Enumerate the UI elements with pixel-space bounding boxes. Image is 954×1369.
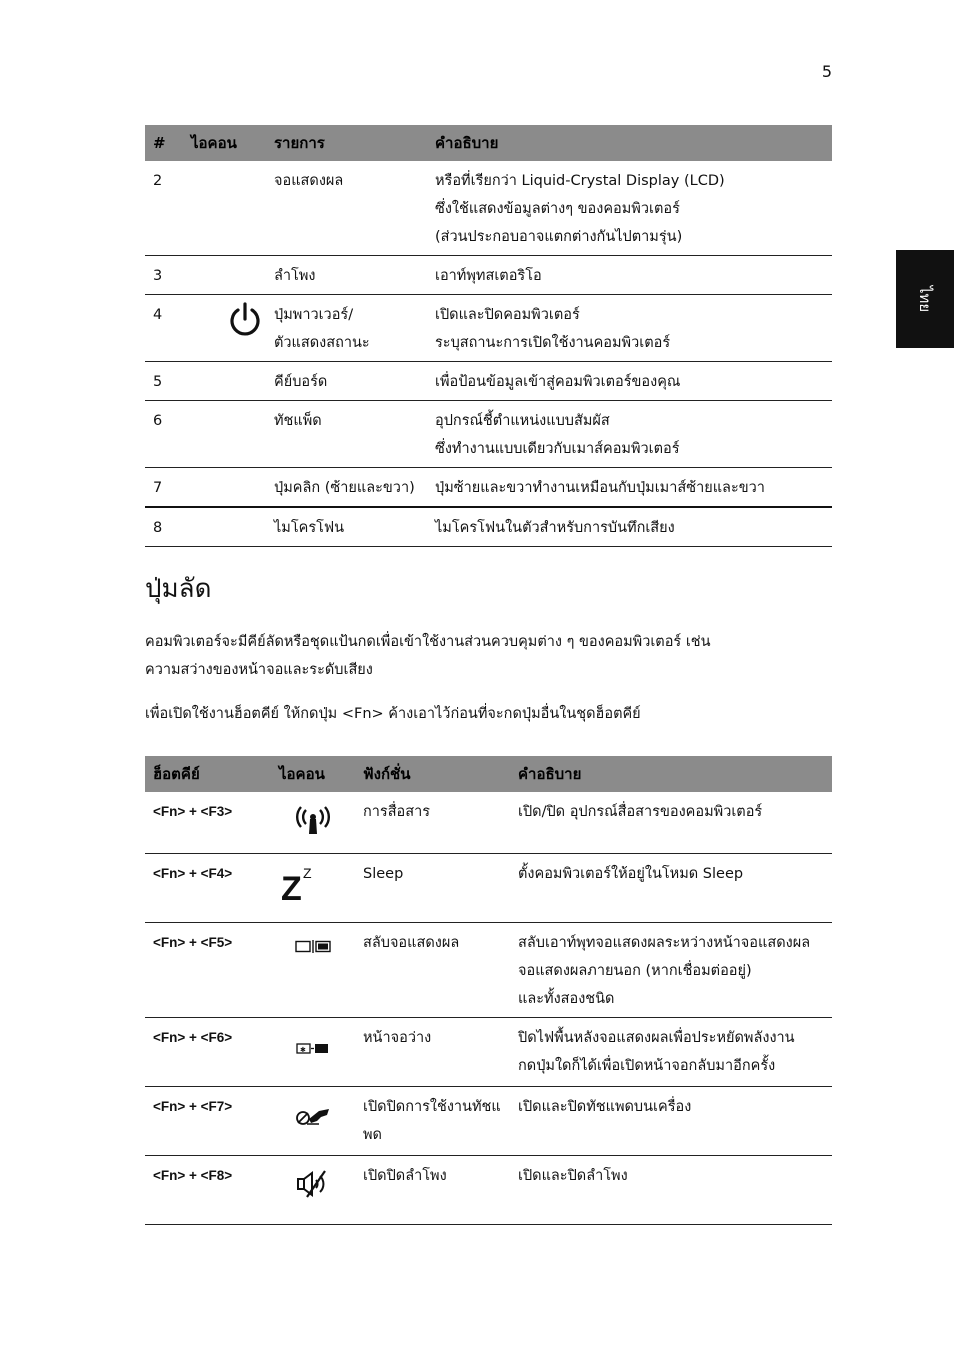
item-line: ปุ่มพาวเวอร์/ <box>274 307 354 323</box>
function-line: พด <box>363 1126 382 1143</box>
description-line: เอาท์พุทสเตอริโอ <box>435 268 542 284</box>
description-line: ตั้งคอมพิวเตอร์ให้อยู่ในโหมด Sleep <box>518 865 744 882</box>
description-line: สลับเอาท์พุทจอแสดงผลระหว่างหน้าจอแสดงผล <box>518 934 811 951</box>
row-number: 7 <box>145 468 183 508</box>
row-item <box>266 507 427 547</box>
table-row <box>145 256 832 295</box>
header-function: ฟังก์ชั่น <box>355 756 510 792</box>
row-description <box>510 1155 832 1224</box>
description-line: กดปุ่มใดก็ได้เพื่อเปิดหน้าจอกลับมาอีกครั้ง <box>518 1057 776 1074</box>
row-icon <box>271 853 355 922</box>
components-table <box>145 125 832 547</box>
description-line: ระบุสถานะการเปิดใช้งานคอมพิวเตอร์ <box>435 335 671 351</box>
display-toggle-icon <box>293 939 333 955</box>
page-number: 5 <box>821 62 832 81</box>
hotkey-combo: <Fn> + <F3> <box>145 792 271 853</box>
description-line: เพื่อป้อนข้อมูลเข้าสู่คอมพิวเตอร์ของคุณ <box>435 374 681 390</box>
table-row <box>145 161 832 256</box>
row-description <box>427 295 832 362</box>
table-row <box>145 295 832 362</box>
table-row <box>145 401 832 468</box>
intro-paragraph <box>145 628 835 684</box>
row-item <box>266 362 427 401</box>
description-line: ซึ่งทำงานแบบเดียวกับเมาส์คอมพิวเตอร์ <box>435 441 680 457</box>
row-icon <box>271 792 355 853</box>
hotkey-table <box>145 756 832 1225</box>
function-line: Sleep <box>363 865 404 882</box>
row-icon <box>271 1017 355 1086</box>
function-name <box>355 853 510 922</box>
row-icon <box>271 922 355 1017</box>
description-line: อุปกรณ์ชี้ตำแหน่งแบบสัมผัส <box>435 413 610 429</box>
row-icon <box>183 362 266 401</box>
row-number: 6 <box>145 401 183 468</box>
hotkey-combo: <Fn> + <F4> <box>145 853 271 922</box>
row-description <box>510 922 832 1017</box>
table-row <box>145 362 832 401</box>
description-line: เปิดและปิดลำโพง <box>518 1167 628 1184</box>
description-line: เปิด/ปิด อุปกรณ์สื่อสารของคอมพิวเตอร์ <box>518 804 763 820</box>
hotkey-combo: <Fn> + <F5> <box>145 922 271 1017</box>
svg-text:Z: Z <box>281 869 302 904</box>
description-line: ซึ่งใช้แสดงข้อมูลต่างๆ ของคอมพิวเตอร์ <box>435 201 680 217</box>
table-row <box>145 792 832 853</box>
hotkey-combo: <Fn> + <F7> <box>145 1086 271 1155</box>
header-description: คำอธิบาย <box>427 125 832 161</box>
description-line: จอแสดงผลภายนอก (หากเชื่อมต่ออยู่) <box>518 962 752 979</box>
row-description <box>427 401 832 468</box>
description-line: ปิดไฟพื้นหลังจอแสดงผลเพื่อประหยัดพลังงาน <box>518 1029 795 1046</box>
table-row <box>145 507 832 547</box>
row-description <box>510 1086 832 1155</box>
description-line: ไมโครโฟนในตัวสำหรับการบันทึกเสียง <box>435 520 675 536</box>
speaker-mute-icon <box>293 1168 333 1200</box>
components-table-header <box>145 125 832 161</box>
intro-line: ความสว่างของหน้าจอและระดับเสียง <box>145 662 373 678</box>
header-icon: ไอคอน <box>183 125 266 161</box>
function-name <box>355 792 510 853</box>
row-icon <box>271 1086 355 1155</box>
row-item <box>266 161 427 256</box>
row-item <box>266 401 427 468</box>
power-icon <box>227 301 263 339</box>
wireless-icon <box>293 806 333 836</box>
row-number: 2 <box>145 161 183 256</box>
row-description <box>510 792 832 853</box>
screen-blank-icon <box>293 1042 333 1056</box>
row-description <box>510 1017 832 1086</box>
hotkey-combo: <Fn> + <F8> <box>145 1155 271 1224</box>
sleep-icon <box>281 864 315 904</box>
function-line: หน้าจอว่าง <box>363 1029 432 1046</box>
item-line: ทัชแพ็ด <box>274 413 322 429</box>
touchpad-toggle-icon <box>293 1103 333 1127</box>
function-name <box>355 1155 510 1224</box>
item-line: คีย์บอร์ด <box>274 374 328 390</box>
table-row <box>145 1155 832 1224</box>
row-item <box>266 295 427 362</box>
item-line: ลำโพง <box>274 268 316 284</box>
description-line: และทั้งสองชนิด <box>518 990 615 1007</box>
row-number: 5 <box>145 362 183 401</box>
row-icon <box>183 507 266 547</box>
description-line: เปิดและปิดคอมพิวเตอร์ <box>435 307 580 323</box>
row-icon <box>183 256 266 295</box>
row-number: 4 <box>145 295 183 362</box>
table-row <box>145 1017 832 1086</box>
header-description: คำอธิบาย <box>510 756 832 792</box>
function-line: สลับจอแสดงผล <box>363 934 460 951</box>
header-num: # <box>145 125 183 161</box>
header-item: รายการ <box>266 125 427 161</box>
row-item <box>266 468 427 508</box>
row-number: 8 <box>145 507 183 547</box>
item-line: ปุ่มคลิก (ซ้ายและขวา) <box>274 480 415 496</box>
description-line: เปิดและปิดทัชแพดบนเครื่อง <box>518 1098 692 1115</box>
function-line: เปิดปิดการใช้งานทัชแ <box>363 1098 501 1115</box>
header-hotkey: ฮ็อตคีย์ <box>145 756 271 792</box>
instruction-paragraph: เพื่อเปิดใช้งานฮ็อตคีย์ ให้กดปุ่ม <Fn> ค้างเอาไว้ก่อนที่จะกดปุ่มอื่นในชุดฮ็อตคีย์ <box>145 706 641 722</box>
row-description <box>427 362 832 401</box>
row-icon <box>183 401 266 468</box>
table-row <box>145 922 832 1017</box>
row-description <box>427 256 832 295</box>
svg-text:✱: ✱ <box>300 1045 306 1054</box>
row-icon <box>271 1155 355 1224</box>
table-row <box>145 1086 832 1155</box>
language-tab-label: ไทย <box>915 285 934 313</box>
row-description <box>427 161 832 256</box>
description-line: หรือที่เรียกว่า Liquid-Crystal Display (LCD) <box>435 173 725 189</box>
header-icon: ไอคอน <box>271 756 355 792</box>
intro-line: คอมพิวเตอร์จะมีคีย์ลัดหรือชุดแป้นกดเพื่อเข้าใช้งานส่วนควบคุมต่าง ๆ ของคอมพิวเตอร์ เช่น <box>145 634 711 650</box>
row-number: 3 <box>145 256 183 295</box>
function-name <box>355 1086 510 1155</box>
row-item <box>266 256 427 295</box>
item-line: จอแสดงผล <box>274 173 344 189</box>
row-icon <box>183 161 266 256</box>
row-description <box>427 507 832 547</box>
row-description <box>427 468 832 508</box>
function-line: เปิดปิดลำโพง <box>363 1167 447 1184</box>
function-line: การสื่อสาร <box>363 804 431 820</box>
table-row <box>145 853 832 922</box>
function-name <box>355 1017 510 1086</box>
item-line: ไมโครโฟน <box>274 520 345 536</box>
language-tab <box>896 250 954 348</box>
row-icon <box>183 295 266 362</box>
row-icon <box>183 468 266 508</box>
row-description <box>510 853 832 922</box>
table-row <box>145 468 832 508</box>
section-heading: ปุ่มลัด <box>145 574 212 604</box>
description-line: ปุ่มซ้ายและขวาทำงานเหมือนกับปุ่มเมาส์ซ้ายและขวา <box>435 480 765 496</box>
hotkey-combo: <Fn> + <F6> <box>145 1017 271 1086</box>
svg-text:Z: Z <box>303 864 312 881</box>
description-line: (ส่วนประกอบอาจแตกต่างกันไปตามรุ่น) <box>435 229 683 245</box>
hotkey-table-header <box>145 756 832 792</box>
item-line: ตัวแสดงสถานะ <box>274 335 370 351</box>
function-name <box>355 922 510 1017</box>
